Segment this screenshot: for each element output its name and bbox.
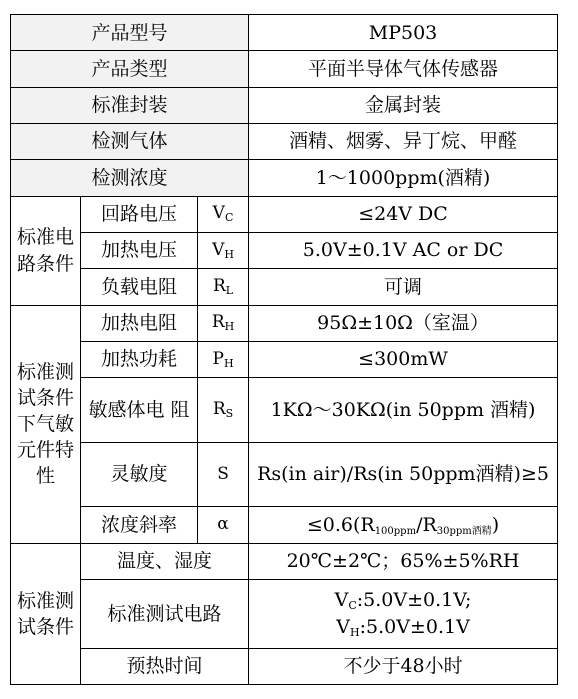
spec-table <box>10 14 558 685</box>
test-circuit-value <box>249 579 558 648</box>
type-value: 平面半导体气体传感器 <box>249 51 558 87</box>
table-row <box>11 305 558 341</box>
model-label: 产品型号 <box>11 15 249 51</box>
test-circuit-label: 标准测试电路 <box>81 579 249 648</box>
table-row <box>11 378 558 443</box>
heater-power-value: ≤300mW <box>249 341 558 377</box>
model-value: MP503 <box>249 15 558 51</box>
test-circuit-line-1: $V_C:5.0V\pm 0.1V$; <box>334 589 472 613</box>
sensitivity-label: 灵敏度 <box>81 442 198 507</box>
test-circuit-line-2: $V_H:5.0V\pm 0.1V$ <box>336 615 470 639</box>
table-row <box>11 507 558 543</box>
load-resistor-value: 可调 <box>249 269 558 305</box>
slope-value: $\le 0.6(R_{100ppm}/R_{30ppm酒精})$ <box>249 507 558 543</box>
sensing-resistance-symbol: $R_S$ <box>198 378 249 443</box>
load-resistor-label: 负载电阻 <box>81 269 198 305</box>
temp-humidity-value: 20℃±2℃；65%±5%RH <box>249 543 558 579</box>
heater-voltage-value: 5.0V±0.1V AC or DC <box>249 232 558 268</box>
sensing-resistance-value: 1KΩ～30KΩ(in 50ppm 酒精) <box>249 378 558 443</box>
heater-power-symbol: $P_H$ <box>198 341 249 377</box>
temp-humidity-label: 温度、湿度 <box>81 543 249 579</box>
slope-symbol: α <box>198 507 249 543</box>
sensing-resistance-label: 敏感体电 阻 <box>81 378 198 443</box>
range-label: 检测浓度 <box>11 160 249 196</box>
table-row <box>11 87 558 123</box>
heater-resistance-value: 95Ω±10Ω（室温） <box>249 305 558 341</box>
sensitivity-symbol: S <box>198 442 249 507</box>
range-value: 1～1000ppm(酒精) <box>249 160 558 196</box>
table-row <box>11 123 558 159</box>
heater-resistance-symbol: $R_H$ <box>198 305 249 341</box>
element-group-label: 标准测试条件下气敏元件特性 <box>11 305 81 543</box>
table-row <box>11 269 558 305</box>
heater-resistance-label: 加热电阻 <box>81 305 198 341</box>
load-resistor-symbol: $R_L$ <box>198 269 249 305</box>
table-row <box>11 341 558 377</box>
heater-voltage-symbol: $V_H$ <box>198 232 249 268</box>
table-row <box>11 543 558 579</box>
heater-power-label: 加热功耗 <box>81 341 198 377</box>
table-row <box>11 232 558 268</box>
table-row <box>11 196 558 232</box>
type-label: 产品类型 <box>11 51 249 87</box>
table-row <box>11 15 558 51</box>
table-row <box>11 442 558 507</box>
sensitivity-value: Rs(in air)/Rs(in 50ppm酒精)≥5 <box>249 442 558 507</box>
preheat-label: 预热时间 <box>81 648 249 684</box>
package-value: 金属封装 <box>249 87 558 123</box>
test-group-label: 标准测试条件 <box>11 543 81 684</box>
preheat-value: 不少于48小时 <box>249 648 558 684</box>
circuit-group-label: 标准电路条件 <box>11 196 81 305</box>
loop-voltage-value: ≤24V DC <box>249 196 558 232</box>
table-row <box>11 160 558 196</box>
target-gas-label: 检测气体 <box>11 123 249 159</box>
slope-label: 浓度斜率 <box>81 507 198 543</box>
table-row <box>11 579 558 648</box>
loop-voltage-label: 回路电压 <box>81 196 198 232</box>
loop-voltage-symbol: $V_C$ <box>198 196 249 232</box>
table-row <box>11 51 558 87</box>
package-label: 标准封装 <box>11 87 249 123</box>
target-gas-value: 酒精、烟雾、异丁烷、甲醛 <box>249 123 558 159</box>
heater-voltage-label: 加热电压 <box>81 232 198 268</box>
table-row <box>11 648 558 684</box>
